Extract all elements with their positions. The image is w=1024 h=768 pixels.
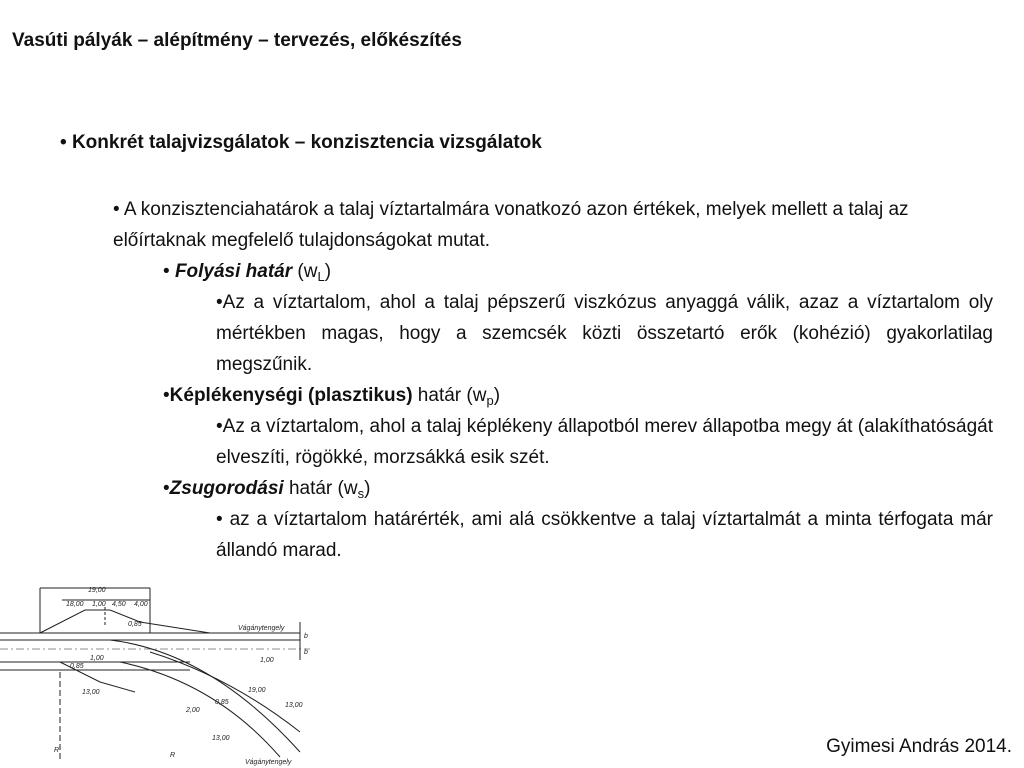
dim-label: 2,00 xyxy=(186,707,200,714)
limit-shrink: •Zsugorodási határ $(w_s)$ xyxy=(163,478,371,501)
track-cross-section-diagram xyxy=(0,582,320,768)
dim-label: 0,85 xyxy=(215,699,229,706)
dim-label: 1,00 xyxy=(90,655,104,662)
dim-label: b xyxy=(304,649,308,656)
limit-shrink-desc: • az a víztartalom határérték, ami alá csökkentve a talaj víztartalmát a minta térfogata már állandó marad. xyxy=(216,509,994,561)
main-bullet-text: Konkrét talajvizsgálatok – konzisztencia vizsgálatok xyxy=(71,132,542,153)
dim-label: 4,00 xyxy=(134,601,148,608)
dim-label: 13,00 xyxy=(212,735,230,742)
intro-bullet: • A konzisztenciahatárok a talaj víztartalmára vonatkozó azon értékek, melyek mellett a talaj az előírtaknak megfelelő tulajdonságokat mutat. xyxy=(113,199,909,251)
dim-label: 1,00 xyxy=(260,657,274,664)
dim-label: 19,00 xyxy=(88,587,106,594)
limit-liquid: • Folyási határ $(w_L)$ xyxy=(163,261,332,284)
dim-label: 18,00 xyxy=(66,601,84,608)
dim-label: 1,00 xyxy=(92,601,106,608)
limit-liquid-desc: •Az a víztartalom, ahol a talaj pépszerű viszkózus anyaggá válik, azaz a víztartalom oly mértékben magas, hogy a szemcsék közti összetartó erők (kohézió) gyakorlatilag megszűnik. xyxy=(216,292,993,375)
limit-plastic-desc: •Az a víztartalom, ahol a talaj képlékeny állapotból merev állapotba megy át (alakíthatóságát elveszíti, rögökké, morzsákká esik szét. xyxy=(216,416,993,468)
dim-label: 4,50 xyxy=(112,601,126,608)
radius-label: R xyxy=(54,747,60,754)
dim-label: 13,00 xyxy=(82,689,100,696)
dim-label: 13,00 xyxy=(285,702,303,709)
slide-title: Vasúti pályák – alépítmény – tervezés, előkészítés xyxy=(12,30,462,51)
limit-plastic-name: Képlékenységi (plasztikus) xyxy=(169,385,413,406)
limit-shrink-name: Zsugorodási xyxy=(169,478,284,499)
centerline-label-top: Vágánytengely xyxy=(238,625,285,632)
main-bullet: • Konkrét talajvizsgálatok – konzisztencia vizsgálatok xyxy=(60,132,542,153)
limit-liquid-name: Folyási határ xyxy=(174,261,293,282)
radius-label: R xyxy=(170,752,176,759)
intro-text: A konzisztenciahatárok a talaj víztartalmára vonatkozó azon értékek, melyek mellett a talaj az előírtaknak megfelelő tulajdonságokat mutat. xyxy=(113,199,909,251)
dim-label: 0,85 xyxy=(70,663,84,670)
dim-label: 0,85 xyxy=(128,621,142,628)
dim-label: 19,00 xyxy=(248,687,266,694)
dim-label: b xyxy=(304,633,308,640)
author-footer: Gyimesi András 2014. xyxy=(826,736,1012,757)
centerline-label-bottom: Vágánytengely xyxy=(245,759,292,766)
limit-plastic: •Képlékenységi (plasztikus) határ $(w_p)$ xyxy=(163,385,501,408)
